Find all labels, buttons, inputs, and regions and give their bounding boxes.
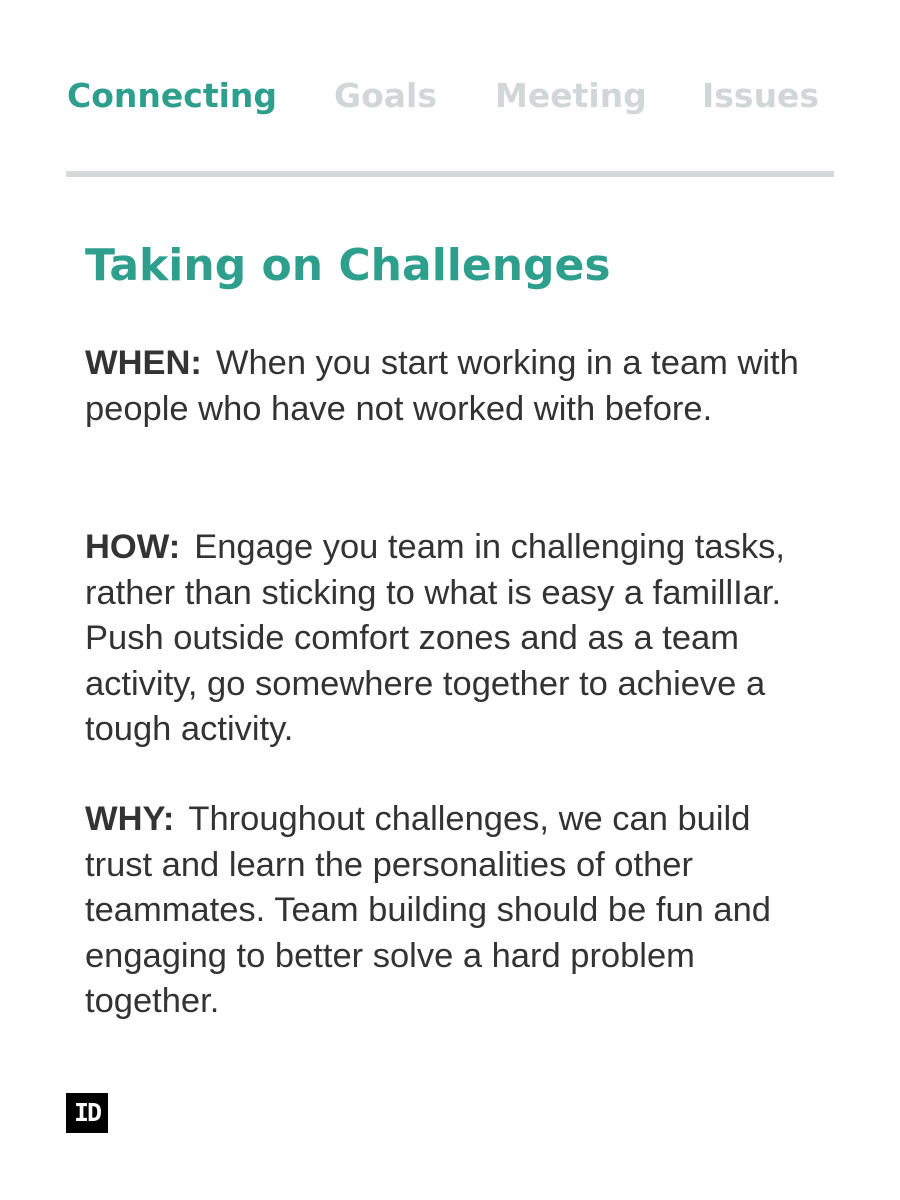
section-why-text: Throughout challenges, we can build trust and learn the personalities of other teammates. Team building should be fun and engaging to better solve a hard problem together. [85, 800, 771, 1020]
tab-goals[interactable]: Goals [334, 76, 437, 115]
brand-logo: ID [66, 1093, 108, 1133]
section-when-text: When you start working in a team with people who have not worked with before. [85, 344, 799, 428]
section-why-label: WHY: [85, 800, 175, 838]
tab-issues[interactable]: Issues [702, 76, 820, 115]
section-how-text: Engage you team in challenging tasks, rather than sticking to what is easy a famillIar. Push outside comfort zones and as a team activity, go somewhere together to achieve a tough activity. [85, 528, 785, 748]
section-why [85, 797, 815, 1025]
section-how [85, 525, 815, 753]
section-how-label: HOW: [85, 528, 181, 566]
tab-connecting[interactable]: Connecting [67, 76, 278, 115]
section-when-label: WHEN: [85, 344, 202, 382]
tab-bar [67, 72, 834, 122]
card-title: Taking on Challenges [85, 240, 611, 291]
tab-meeting[interactable]: Meeting [495, 76, 647, 115]
tab-divider [66, 171, 834, 177]
section-when [85, 341, 815, 432]
